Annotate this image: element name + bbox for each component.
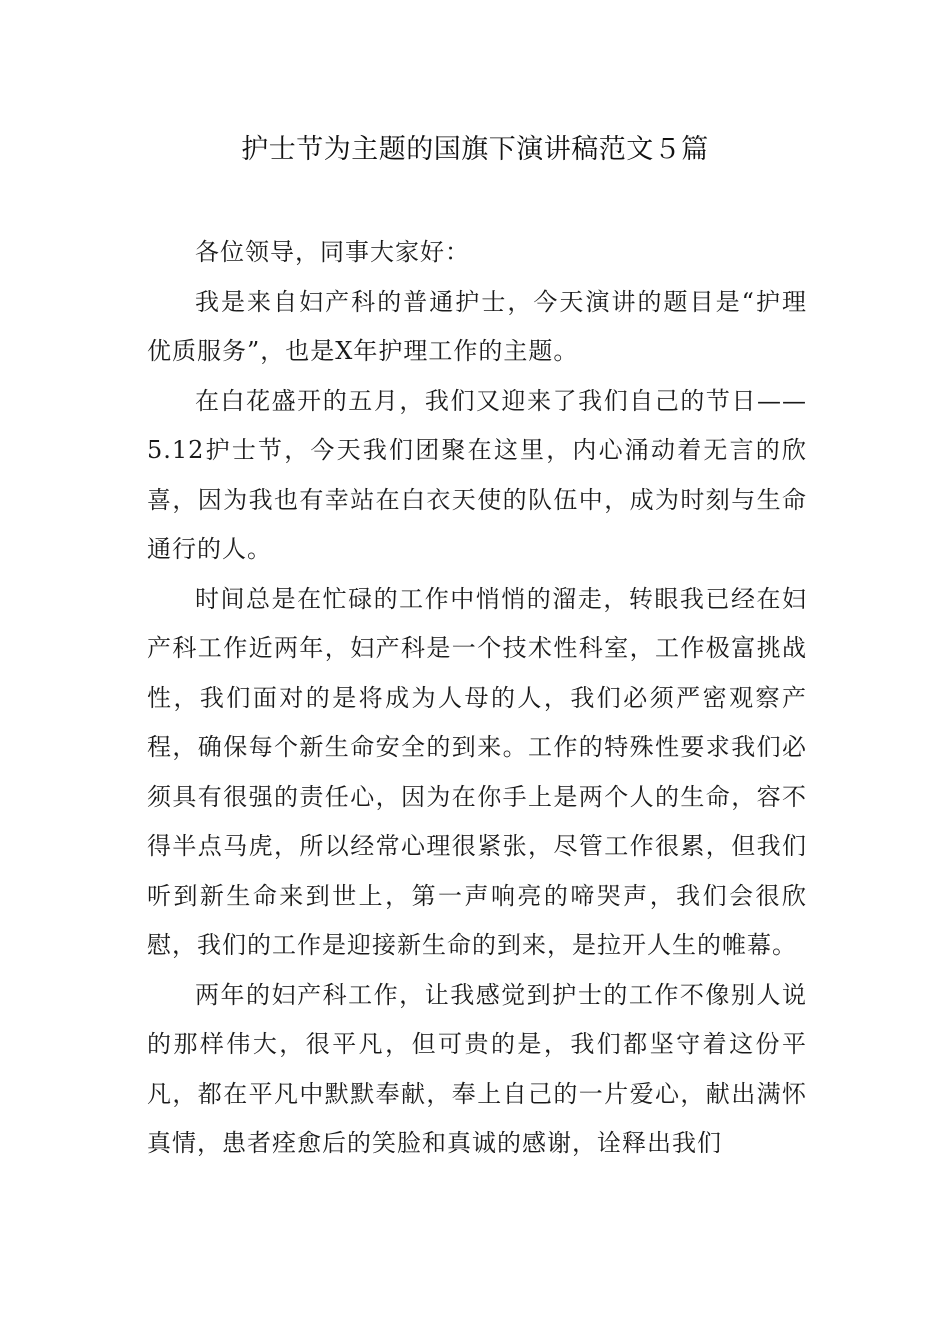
paragraph-reflection: 两年的妇产科工作，让我感觉到护士的工作不像别人说的那样伟大，很平凡，但可贵的是，我们都坚守着这份平凡，都在平凡中默默奉献，奉上自己的一片爱心，献出满怀真情，患者痊愈后的笑脸和真诚的感谢，诠释出我们 bbox=[147, 980, 807, 1157]
document-title: 护士节为主题的国旗下演讲稿范文５篇 bbox=[241, 134, 709, 165]
paragraph-intro: 我是来自妇产科的普通护士，今天演讲的题目是“护理优质服务”，也是X年护理工作的主题。 bbox=[147, 287, 807, 365]
paragraph-greeting: 各位领导，同事大家好： bbox=[195, 238, 470, 266]
paragraph-obstetrics-work: 时间总是在忙碌的工作中悄悄的溜走，转眼我已经在妇产科工作近两年，妇产科是一个技术性科室，工作极富挑战性，我们面对的是将成为人母的人，我们必须严密观察产程，确保每个新生命安全的到来。工作的特殊性要求我们必须具有很强的责任心，因为在你手上是两个人的生命，容不得半点马虎，所以经常心理很紧张，尽管工作很累，但我们听到新生命来到世上，第一声响亮的啼哭声，我们会很欣慰，我们的工作是迎接新生命的到来，是拉开人生的帷幕。 bbox=[147, 584, 807, 959]
paragraph-may-festival: 在白花盛开的五月，我们又迎来了我们自己的节日——5.12护士节，今天我们团聚在这里，内心涌动着无言的欣喜，因为我也有幸站在白衣天使的队伍中，成为时刻与生命通行的人。 bbox=[147, 386, 807, 563]
document-body bbox=[147, 228, 807, 1169]
